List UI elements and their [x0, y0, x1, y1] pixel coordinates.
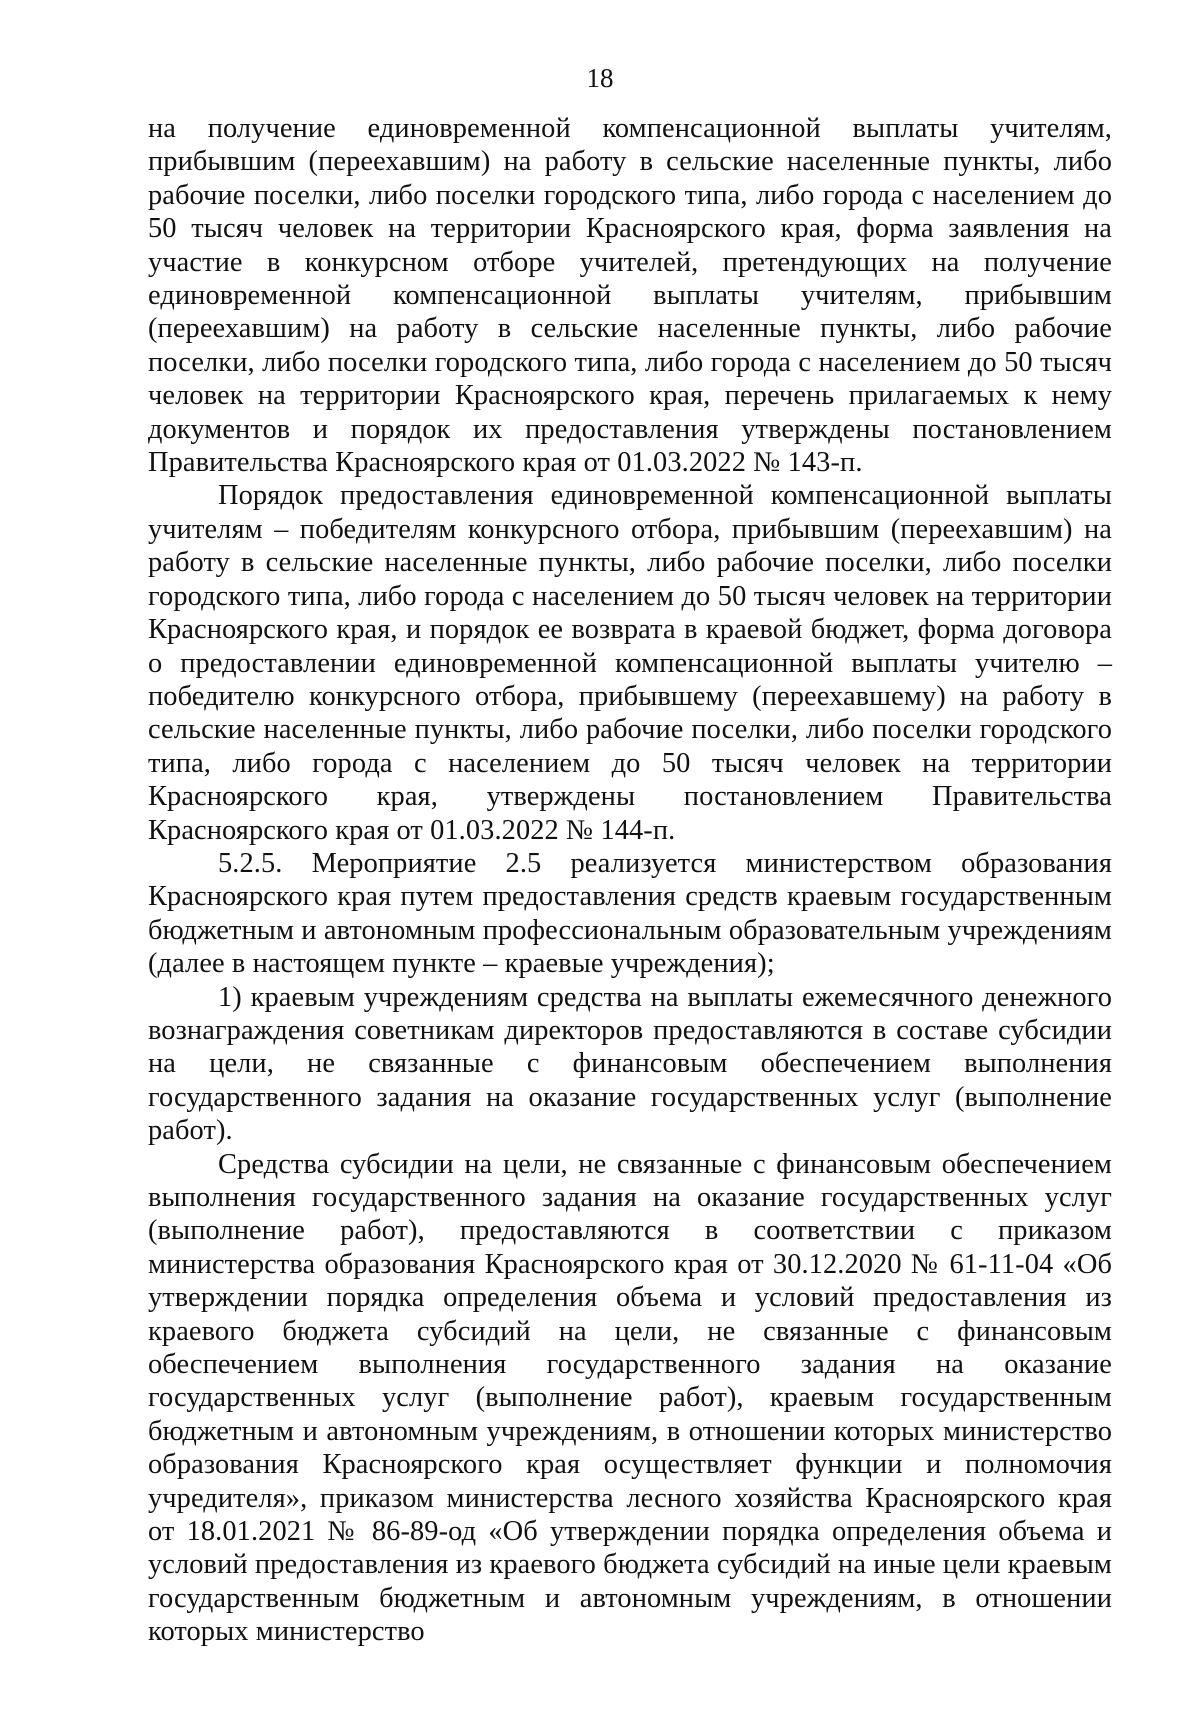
- paragraph: Порядок предоставления единовременной компенсационной выплаты учителям – победителям конкурсного отбора, прибывшим (переехавшим) на работу в сельские населенные пункты, либо рабочие поселки, либо поселки городского типа, либо города с населением до 50 тысяч человек на территории Красноярского края, и порядок ее возврата в краевой бюджет, форма договора о предоставлении единовременной компенсационной выплаты учителю – победителю конкурсного отбора, прибывшему (переехавшему) на работу в сельские населенные пункты, либо рабочие поселки, либо поселки городского типа, либо города с населением до 50 тысяч человек на территории Красноярского края, утверждены постановлением Правительства Красноярского края от 01.03.2022 № 144-п.: [148, 480, 1112, 846]
- document-body: [148, 112, 1112, 1649]
- paragraph: 5.2.5. Мероприятие 2.5 реализуется министерством образования Красноярского края путем предоставления средств краевым государственным бюджетным и автономным профессиональным образовательным учреждениям (далее в настоящем пункте – краевые учреждения);: [148, 847, 1112, 980]
- paragraph: 1) краевым учреждениям средства на выплаты ежемесячного денежного вознаграждения советникам директоров предоставляются в составе субсидии на цели, не связанные с финансовым обеспечением выполнения государственного задания на оказание государственных услуг (выполнение работ).: [148, 981, 1112, 1147]
- paragraph: на получение единовременной компенсационной выплаты учителям, прибывшим (переехавшим) на работу в сельские населенные пункты, либо рабочие поселки, либо поселки городского типа, либо города с населением до 50 тысяч человек на территории Красноярского края, форма заявления на участие в конкурсном отборе учителей, претендующих на получение единовременной компенсационной выплаты учителям, прибывшим (переехавшим) на работу в сельские населенные пункты, либо рабочие поселки, либо поселки городского типа, либо города с населением до 50 тысяч человек на территории Красноярского края, перечень прилагаемых к нему документов и порядок их предоставления утверждены постановлением Правительства Красноярского края от 01.03.2022 № 143-п.: [148, 113, 1112, 479]
- page-number: 18: [586, 63, 614, 93]
- paragraph: Средства субсидии на цели, не связанные с финансовым обеспечением выполнения государственного задания на оказание государственных услуг (выполнение работ), предоставляются в соответствии с приказом министерства образования Красноярского края от 30.12.2020 № 61-11-04 «Об утверждении порядка определения объема и условий предоставления из краевого бюджета субсидий на цели, не связанные с финансовым обеспечением выполнения государственного задания на оказание государственных услуг (выполнение работ), краевым государственным бюджетным и автономным учреждениям, в отношении которых министерство образования Красноярского края осуществляет функции и полномочия учредителя», приказом министерства лесного хозяйства Красноярского края от 18.01.2021 № 86-89-од «Об утверждении порядка определения объема и условий предоставления из краевого бюджета субсидий на иные цели краевым государственным бюджетным и автономным учреждениям, в отношении которых министерство: [148, 1148, 1112, 1648]
